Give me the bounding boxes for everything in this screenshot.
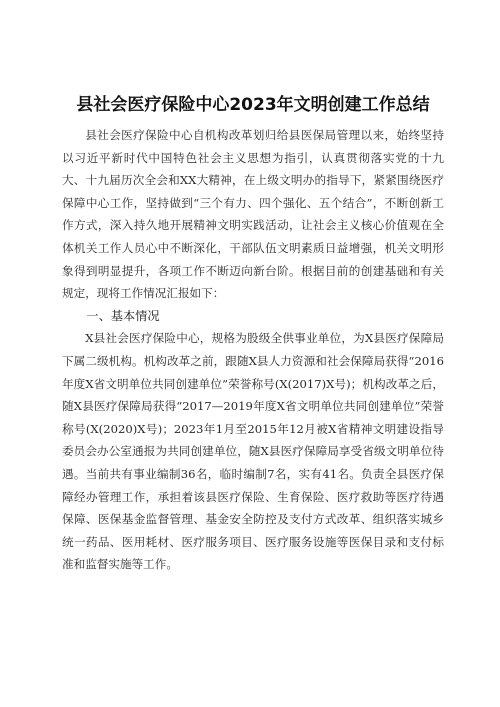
basic-info-paragraph: X县社会医疗保险中心，规格为股级全供事业单位，为X县医疗保障局下属二级机构。机构改革之前，跟随X县人力资源和社会保障局获得“2016年度X省文明单位共同创建单位”荣誉称号(X(2017)X号)；机构改革之后，随X县医疗保障局获得“2017—2019年度X省文明单位共同创建单位”荣誉称号(X(2020)X号)；2023年1月至2015年12月被X省精神文明建设指导委员会办公室通报为共同创建单位，随X县医疗保障局享受省级文明单位待遇。当前共有事业编制36名，临时编制7名，实有41名。负责全县医疗保障经办管理工作，承担着该县医疗保险、生育保险、医疗救助等医疗待遇保障、医保基金监督管理、基金安全防控及支付方式改革、组织落实城乡统一药品、医用耗材、医疗服务项目、医疗服务设施等医保目录和支付标准和监督实施等工作。 [62, 331, 444, 572]
section-heading-basic-info: 一、基本情况 [86, 308, 160, 323]
intro-paragraph: 县社会医疗保险中心自机构改革划归给县医保局管理以来，始终坚持以习近平新时代中国特色社会主义思想为指引，认真贯彻落实党的十九大、十九届历次全会和XX大精神，在上级文明办的指导下，紧紧围绕医疗保障中心工作，坚持做到“三个有力、四个强化、五个结合”，不断创新工作方式，深入持久地开展精神文明实践活动，让社会主义核心价值观在全体机关工作人员心中不断深化，干部队伍文明素质日益增强，机关文明形象得到明显提升，各项工作不断迈向新台阶。根据目前的创建基础和有关规定，现将工作情况汇报如下： [62, 128, 444, 301]
document-title: 县社会医疗保险中心2023年文明创建工作总结 [76, 95, 430, 115]
